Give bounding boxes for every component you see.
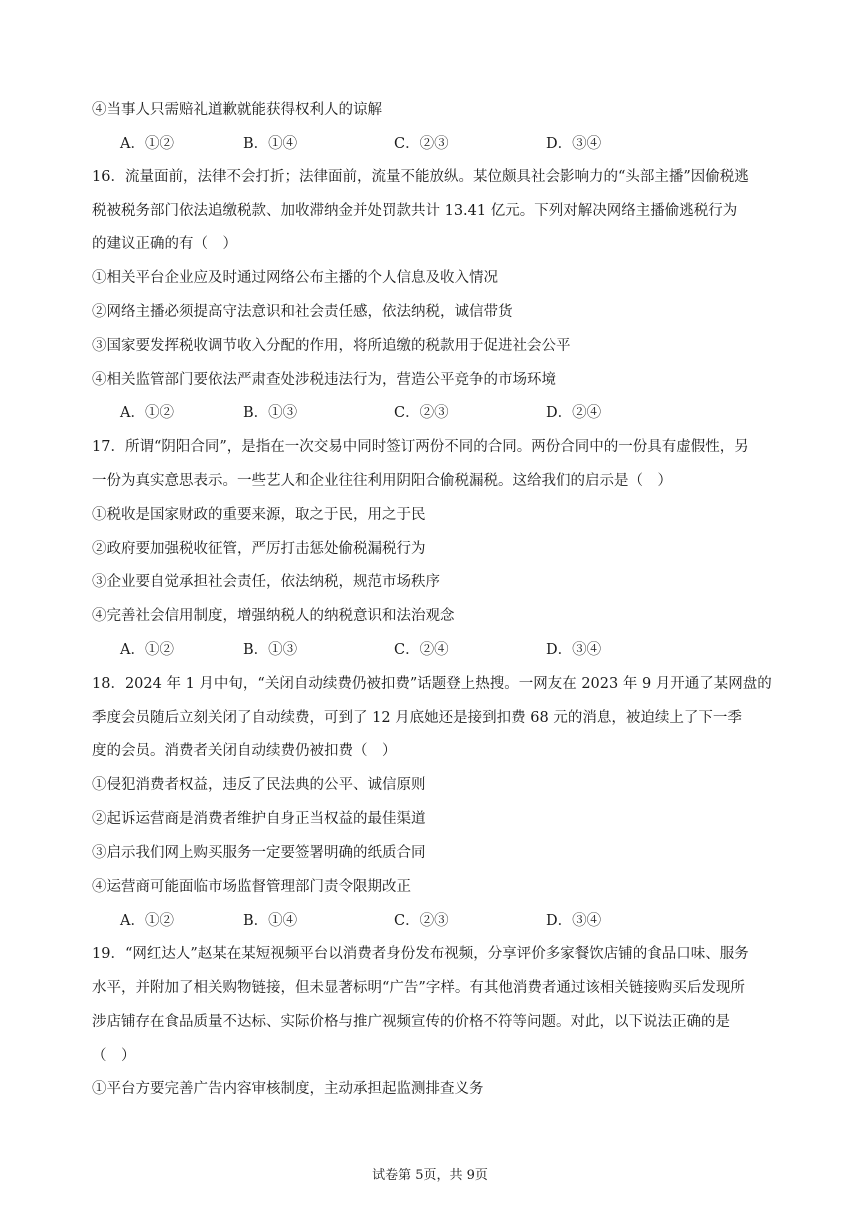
- q18-stem-line-1: 18．2024 年 1 月中旬，“关闭自动续费仍被扣费”话题登上热搜。一网友在 2023 年 9 月开通了某网盘的: [92, 676, 772, 692]
- q15-option-c: C．②③: [394, 136, 449, 152]
- q17-options: [120, 640, 760, 660]
- q16-stem-line-1: 16．流量面前，法律不会打折；法律面前，流量不能放纵。某位颇具社会影响力的“头部主播”因偷税逃: [92, 169, 749, 185]
- q15-option-d: D．③④: [546, 136, 602, 152]
- q18-statement-1: ①侵犯消费者权益，违反了民法典的公平、诚信原则: [92, 777, 426, 793]
- q16-statement-2: ②网络主播必须提高守法意识和社会责任感，依法纳税，诚信带货: [92, 304, 513, 320]
- q16-options: [120, 403, 760, 423]
- q18-stem-line-3: 度的会员。消费者关闭自动续费仍被扣费（ ）: [92, 743, 397, 759]
- q17-option-c: C．②④: [394, 642, 449, 658]
- q17-option-b: B．①③: [243, 642, 298, 658]
- q16-stem-line-2: 税被税务部门依法追缴税款、加收滞纳金并处罚款共计 13.41 亿元。下列对解决网络主播偷逃税行为: [92, 203, 738, 219]
- q15-option-b: B．①④: [243, 136, 298, 152]
- q19-statement-1: ①平台方要完善广告内容审核制度，主动承担起监测排查义务: [92, 1081, 484, 1097]
- q17-option-d: D．③④: [546, 642, 602, 658]
- q16-option-a: A．①②: [120, 405, 174, 421]
- q19-stem-line-2: 水平，并附加了相关购物链接，但未显著标明“广告”字样。有其他消费者通过该相关链接购买后发现所: [92, 980, 745, 996]
- q16-option-b: B．①③: [243, 405, 298, 421]
- q18-statement-3: ③启示我们网上购买服务一定要签署明确的纸质合同: [92, 845, 426, 861]
- q18-option-c: C．②③: [394, 913, 449, 929]
- q18-option-d: D．③④: [546, 913, 602, 929]
- page-footer: 试卷第 5页，共 9页: [372, 1168, 488, 1183]
- q17-stem-line-2: 一份为真实意思表示。一些艺人和企业往往利用阴阳合偷税漏税。这给我们的启示是（ ）: [92, 473, 672, 489]
- q16-option-d: D．②④: [546, 405, 602, 421]
- q19-stem-line-3: 涉店铺存在食品质量不达标、实际价格与推广视频宣传的价格不符等问题。对此，以下说法正确的是: [92, 1014, 730, 1030]
- q16-option-c: C．②③: [394, 405, 449, 421]
- q15-options: [120, 134, 760, 154]
- q18-option-b: B．①④: [243, 913, 298, 929]
- q18-statement-2: ②起诉运营商是消费者维护自身正当权益的最佳渠道: [92, 811, 426, 827]
- q17-statement-1: ①税收是国家财政的重要来源，取之于民，用之于民: [92, 507, 426, 523]
- q19-stem-line-1: 19．“网红达人”赵某在某短视频平台以消费者身份发布视频，分享评价多家餐饮店铺的食品口味、服务: [92, 946, 749, 962]
- q15-option-a: A．①②: [120, 136, 174, 152]
- q17-statement-4: ④完善社会信用制度，增强纳税人的纳税意识和法治观念: [92, 608, 455, 624]
- q17-option-a: A．①②: [120, 642, 174, 658]
- q16-statement-4: ④相关监管部门要依法严肃查处涉税违法行为，营造公平竞争的市场环境: [92, 372, 556, 388]
- q18-statement-4: ④运营商可能面临市场监督管理部门责令限期改正: [92, 879, 411, 895]
- q18-stem-line-2: 季度会员随后立刻关闭了自动续费，可到了 12 月底她还是接到扣费 68 元的消息，被迫续上了下一季: [92, 710, 742, 726]
- q17-stem-line-1: 17．所谓“阴阳合同”，是指在一次交易中同时签订两份不同的合同。两份合同中的一份具有虚假性，另: [92, 439, 749, 455]
- q15-statement-4: ④当事人只需赔礼道歉就能获得权利人的谅解: [92, 102, 382, 118]
- q18-option-a: A．①②: [120, 913, 174, 929]
- q16-stem-line-3: 的建议正确的有（ ）: [92, 236, 237, 252]
- q19-stem-line-4: （ ）: [92, 1048, 136, 1064]
- q17-statement-3: ③企业要自觉承担社会责任，依法纳税，规范市场秩序: [92, 574, 440, 590]
- q16-statement-1: ①相关平台企业应及时通过网络公布主播的个人信息及收入情况: [92, 270, 498, 286]
- q18-options: [120, 911, 760, 931]
- q16-statement-3: ③国家要发挥税收调节收入分配的作用，将所追缴的税款用于促进社会公平: [92, 338, 571, 354]
- q17-statement-2: ②政府要加强税收征管，严厉打击惩处偷税漏税行为: [92, 541, 426, 557]
